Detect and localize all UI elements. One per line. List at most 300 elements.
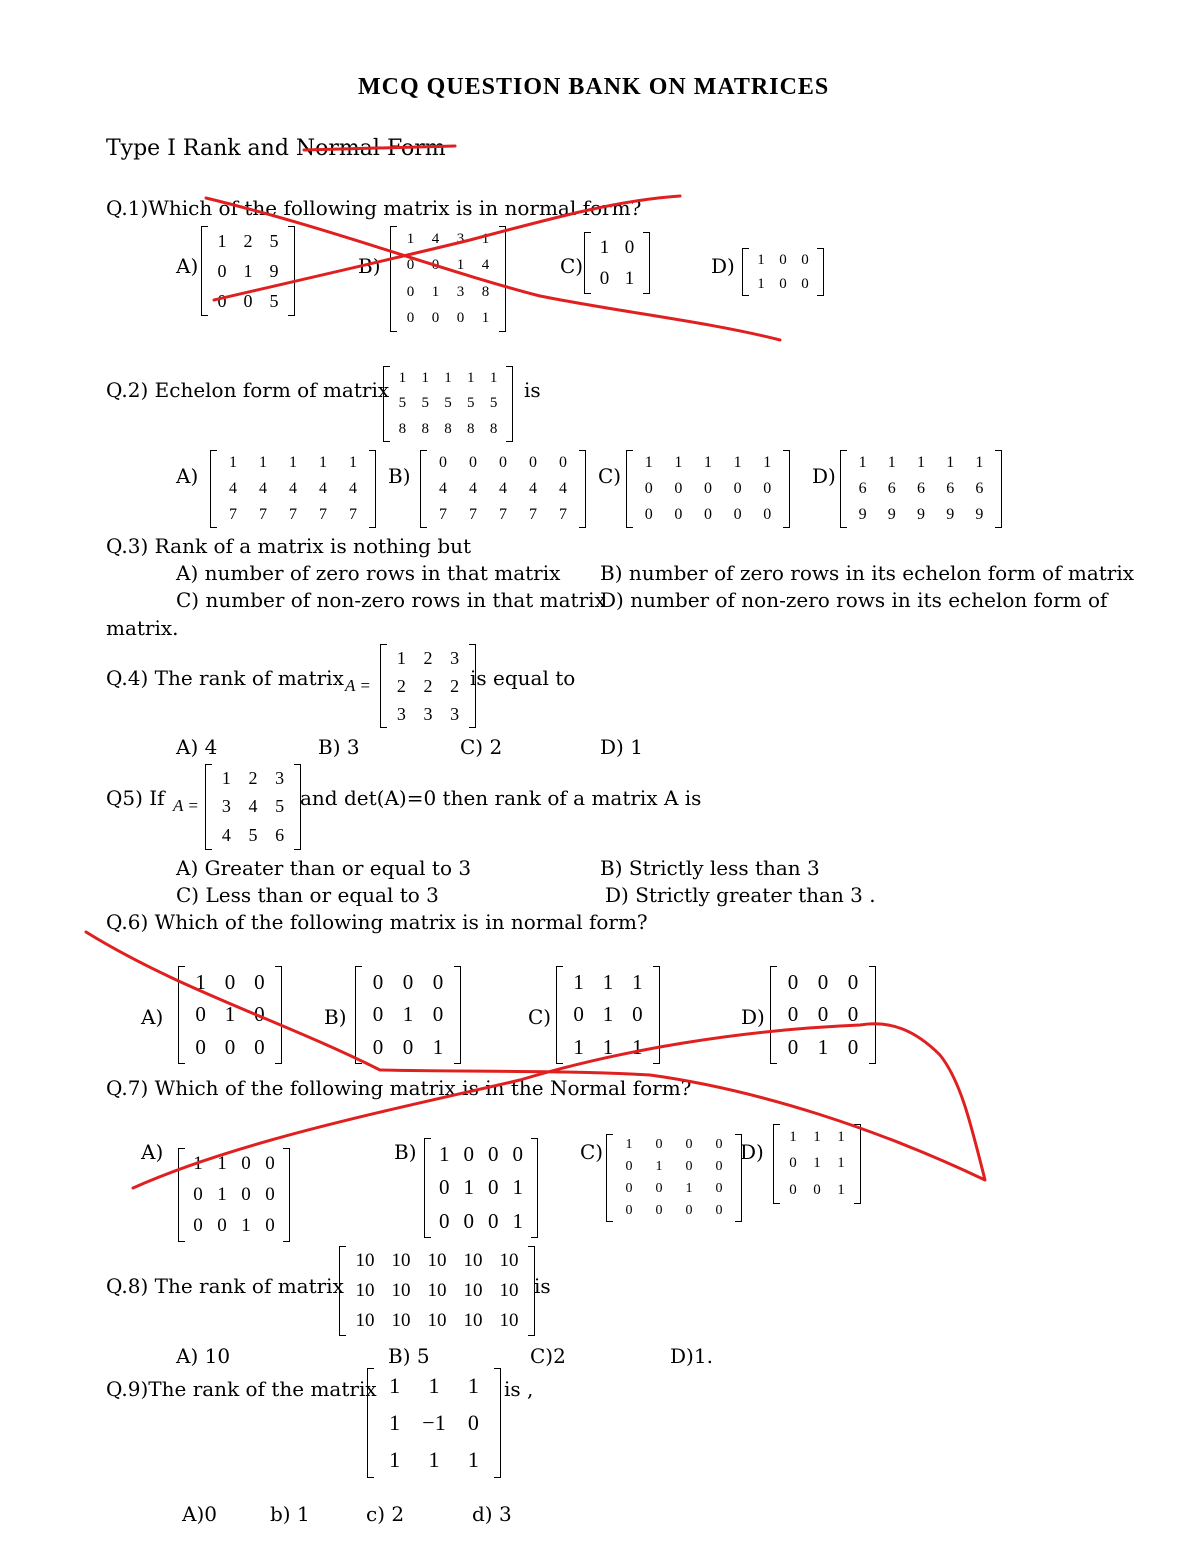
matrix-cell: 3: [396, 703, 406, 724]
matrix-cell: 1: [259, 454, 267, 471]
q4-post: is equal to: [470, 666, 576, 690]
matrix-cell: 1: [602, 1035, 614, 1060]
matrix-cell: 0: [241, 1183, 251, 1205]
q4-option-d: D) 1: [600, 735, 643, 759]
q1-option-d-matrix: [742, 248, 824, 296]
matrix-cell: 10: [499, 1310, 519, 1331]
matrix-cell: 4: [559, 480, 567, 497]
matrix-cell: 1: [224, 1002, 236, 1027]
matrix-cell: 1: [389, 1409, 401, 1435]
matrix-cell: 0: [715, 1159, 723, 1174]
matrix-cell: 0: [439, 1175, 450, 1200]
matrix-cell: 0: [402, 969, 414, 994]
q8-option-c: C)2: [530, 1344, 566, 1368]
matrix-cell: 1: [217, 230, 227, 251]
matrix-cell: 0: [372, 969, 384, 994]
matrix-cell: 5: [269, 290, 279, 311]
q3-option-a: A) number of zero rows in that matrix: [176, 561, 561, 585]
matrix-cell: 1: [463, 1175, 474, 1200]
matrix-cell: 0: [625, 1159, 633, 1174]
q7-option-c-matrix: [606, 1134, 742, 1222]
matrix-cell: 4: [529, 480, 537, 497]
matrix-cell: 1: [837, 1182, 845, 1199]
q3-option-b: B) number of zero rows in its echelon form of matrix: [600, 561, 1135, 585]
matrix-cell: 0: [439, 1208, 450, 1233]
q2-is: is: [524, 378, 541, 402]
matrix-cell: 1: [389, 1373, 401, 1399]
matrix-cell: 1: [243, 260, 253, 281]
matrix-cell: 8: [398, 420, 407, 437]
matrix-cell: 7: [259, 506, 267, 523]
matrix-cell: 0: [406, 310, 415, 327]
q9-text: Q.9)The rank of the matrix: [106, 1377, 377, 1401]
q2-option-a-matrix: [210, 450, 376, 528]
matrix-cell: 0: [217, 1215, 227, 1237]
matrix-cell: 1: [467, 370, 475, 387]
matrix-cell: 10: [499, 1280, 519, 1301]
matrix-cell: 3: [450, 647, 460, 668]
matrix-cell: 1: [431, 283, 440, 300]
matrix-cell: 5: [269, 230, 279, 251]
matrix-cell: 10: [391, 1310, 411, 1331]
matrix-cell: 0: [372, 1035, 384, 1060]
matrix-cell: 0: [789, 1182, 797, 1199]
matrix-cell: 1: [573, 1035, 584, 1060]
q6-option-b-matrix: [355, 966, 461, 1064]
matrix-cell: 0: [488, 1142, 499, 1167]
matrix-cell: 1: [229, 454, 237, 471]
matrix-cell: 0: [431, 257, 440, 274]
matrix-cell: 0: [559, 454, 567, 471]
matrix-cell: 10: [355, 1280, 375, 1301]
matrix-cell: 0: [265, 1152, 275, 1174]
matrix-cell: 1: [632, 969, 643, 994]
matrix-cell: 0: [655, 1181, 663, 1196]
q7-option-d-label: D): [740, 1140, 764, 1164]
q9-option-d: d) 3: [472, 1502, 512, 1526]
matrix-cell: 0: [715, 1203, 723, 1218]
matrix-cell: 0: [817, 969, 829, 994]
matrix-cell: 10: [463, 1310, 483, 1331]
matrix-cell: 0: [195, 1035, 206, 1060]
q6-option-d-label: D): [741, 1005, 765, 1029]
matrix-cell: 0: [599, 267, 610, 289]
q6-option-c-label: C): [528, 1005, 552, 1029]
matrix-cell: 0: [217, 260, 227, 281]
matrix-cell: 0: [801, 275, 809, 292]
q9-post: is ,: [504, 1377, 534, 1401]
matrix-cell: 1: [349, 454, 357, 471]
matrix-cell: 0: [847, 969, 859, 994]
matrix-cell: 8: [489, 420, 498, 437]
matrix-cell: 6: [975, 480, 984, 497]
matrix-cell: 9: [916, 506, 925, 523]
q4-lhs: A =: [345, 676, 371, 695]
matrix-cell: 1: [757, 275, 765, 292]
q6-option-c-matrix: [556, 966, 660, 1064]
matrix-cell: 0: [463, 1142, 474, 1167]
matrix-cell: 8: [481, 283, 490, 300]
matrix-cell: 1: [444, 370, 452, 387]
matrix-cell: 1: [428, 1373, 440, 1399]
matrix-cell: 4: [221, 825, 231, 846]
q4-option-c: C) 2: [460, 735, 503, 759]
matrix-cell: 1: [467, 1373, 479, 1399]
matrix-cell: 3: [423, 703, 433, 724]
matrix-cell: 3: [456, 230, 465, 247]
matrix-cell: 9: [887, 506, 896, 523]
q8-option-a: A) 10: [176, 1344, 231, 1368]
matrix-cell: 8: [467, 420, 475, 437]
matrix-cell: 3: [221, 796, 231, 817]
page-title: MCQ QUESTION BANK ON MATRICES: [358, 74, 830, 100]
matrix-cell: 0: [193, 1183, 203, 1205]
matrix-cell: 2: [423, 675, 433, 696]
matrix-cell: 6: [858, 480, 867, 497]
matrix-cell: 0: [779, 251, 787, 268]
matrix-cell: 1: [217, 1183, 227, 1205]
matrix-cell: 1: [599, 236, 610, 258]
q1-option-a-matrix: [201, 226, 295, 316]
matrix-cell: 1: [632, 1035, 643, 1060]
q9-option-a: A)0: [182, 1502, 217, 1526]
matrix-cell: 0: [763, 480, 772, 497]
matrix-cell: 1: [624, 267, 635, 289]
matrix-cell: 1: [602, 969, 614, 994]
q2-option-d-label: D): [812, 464, 836, 488]
matrix-cell: 0: [254, 1035, 265, 1060]
matrix-cell: 2: [450, 675, 460, 696]
matrix-cell: 7: [529, 506, 537, 523]
q4-matrix: [380, 644, 476, 728]
matrix-cell: 1: [763, 454, 772, 471]
matrix-cell: 1: [241, 1215, 251, 1237]
matrix-cell: 0: [632, 1002, 643, 1027]
matrix-cell: 3: [450, 703, 460, 724]
matrix-cell: 0: [624, 236, 635, 258]
q8-post: is: [534, 1274, 551, 1298]
matrix-cell: 10: [499, 1250, 519, 1271]
matrix-cell: 0: [674, 480, 683, 497]
matrix-cell: 7: [469, 506, 477, 523]
q1-text: Q.1)Which of the following matrix is in normal form?: [106, 196, 642, 220]
matrix-cell: 7: [499, 506, 507, 523]
matrix-cell: 2: [248, 767, 258, 788]
matrix-cell: 4: [289, 480, 297, 497]
q9-matrix: [367, 1368, 501, 1478]
matrix-cell: 1: [489, 370, 498, 387]
matrix-cell: 1: [916, 454, 925, 471]
matrix-cell: 1: [481, 310, 490, 327]
q5-option-b: B) Strictly less than 3: [600, 856, 820, 880]
matrix-cell: 4: [499, 480, 507, 497]
q5-option-d: D) Strictly greater than 3 .: [605, 883, 876, 907]
q6-text: Q.6) Which of the following matrix is in normal form?: [106, 910, 648, 934]
matrix-cell: 7: [229, 506, 237, 523]
q2-option-c-matrix: [626, 450, 790, 528]
matrix-cell: 4: [431, 230, 440, 247]
q7-option-b-matrix: [424, 1138, 538, 1238]
matrix-cell: 0: [265, 1183, 275, 1205]
matrix-cell: 2: [423, 647, 433, 668]
matrix-cell: 0: [703, 506, 712, 523]
q2-text: Q.2) Echelon form of matrix: [106, 378, 390, 402]
matrix-cell: 9: [946, 506, 955, 523]
matrix-cell: 0: [801, 251, 809, 268]
q3-option-c: C) number of non-zero rows in that matrix: [176, 588, 606, 612]
q4-option-a: A) 4: [176, 735, 218, 759]
matrix-cell: 0: [847, 1035, 859, 1060]
q7-option-d-matrix: [773, 1124, 861, 1204]
q1-option-c-label: C): [560, 254, 584, 278]
q6-option-b-label: B): [324, 1005, 347, 1029]
matrix-cell: 1: [389, 1446, 401, 1472]
matrix-cell: 2: [396, 675, 406, 696]
matrix-cell: 0: [499, 454, 507, 471]
matrix-cell: 1: [456, 257, 465, 274]
matrix-cell: 1: [398, 370, 407, 387]
matrix-cell: 3: [275, 767, 285, 788]
matrix-cell: 7: [559, 506, 567, 523]
matrix-cell: 0: [685, 1203, 693, 1218]
matrix-cell: 0: [224, 1035, 236, 1060]
matrix-cell: 1: [733, 454, 742, 471]
matrix-cell: 1: [813, 1128, 821, 1145]
q8-option-d: D)1.: [670, 1344, 713, 1368]
matrix-cell: 0: [685, 1137, 693, 1152]
q1-option-b-matrix: [390, 226, 506, 332]
matrix-cell: 0: [779, 275, 787, 292]
matrix-cell: 5: [421, 395, 429, 412]
matrix-cell: 1: [573, 969, 584, 994]
matrix-cell: 3: [456, 283, 465, 300]
matrix-cell: 0: [625, 1181, 633, 1196]
matrix-cell: 1: [789, 1128, 797, 1145]
matrix-cell: 0: [817, 1002, 829, 1027]
q4-option-b: B) 3: [318, 735, 360, 759]
matrix-cell: 0: [715, 1137, 723, 1152]
matrix-cell: 1: [193, 1152, 203, 1174]
matrix-cell: 1: [439, 1142, 450, 1167]
matrix-cell: 0: [254, 1002, 265, 1027]
matrix-cell: 5: [489, 395, 498, 412]
matrix-cell: 0: [625, 1203, 633, 1218]
matrix-cell: 1: [685, 1181, 693, 1196]
matrix-cell: 8: [421, 420, 429, 437]
matrix-cell: 1: [625, 1137, 633, 1152]
q5-post: and det(A)=0 then rank of a matrix A is: [300, 786, 702, 810]
matrix-cell: 0: [674, 506, 683, 523]
matrix-cell: 0: [715, 1181, 723, 1196]
matrix-cell: 1: [757, 251, 765, 268]
matrix-cell: 0: [787, 1035, 799, 1060]
matrix-cell: 0: [763, 506, 772, 523]
matrix-cell: 9: [975, 506, 984, 523]
matrix-cell: 5: [444, 395, 452, 412]
matrix-cell: 4: [319, 480, 327, 497]
q3-option-d: D) number of non-zero rows in its echelon form of: [600, 588, 1108, 612]
matrix-cell: 10: [463, 1280, 483, 1301]
matrix-cell: 7: [439, 506, 447, 523]
matrix-cell: 0: [644, 480, 653, 497]
q7-option-a-label: A): [141, 1140, 164, 1164]
matrix-cell: 6: [275, 825, 285, 846]
q5-text: Q5) If: [106, 786, 165, 810]
matrix-cell: 1: [512, 1175, 523, 1200]
matrix-cell: 1: [406, 230, 415, 247]
q5-matrix: [205, 764, 301, 850]
matrix-cell: 0: [847, 1002, 859, 1027]
matrix-cell: 1: [813, 1155, 821, 1172]
matrix-cell: 0: [789, 1155, 797, 1172]
matrix-cell: 0: [787, 969, 799, 994]
section-heading: Type I Rank and Normal Form: [106, 136, 446, 161]
matrix-cell: 1: [221, 767, 231, 788]
matrix-cell: 1: [467, 1446, 479, 1472]
q2-matrix: [383, 366, 513, 442]
matrix-cell: −1: [422, 1409, 446, 1435]
matrix-cell: 1: [644, 454, 653, 471]
matrix-cell: 0: [432, 1002, 444, 1027]
matrix-cell: 0: [193, 1215, 203, 1237]
q2-option-c-label: C): [598, 464, 622, 488]
q5-option-c: C) Less than or equal to 3: [176, 883, 439, 907]
matrix-cell: 10: [391, 1280, 411, 1301]
q1-option-c-matrix: [584, 232, 650, 294]
matrix-cell: 0: [431, 310, 440, 327]
matrix-cell: 0: [406, 257, 415, 274]
matrix-cell: 5: [275, 796, 285, 817]
q7-option-b-label: B): [394, 1140, 417, 1164]
q6-option-d-matrix: [770, 966, 876, 1064]
matrix-cell: 0: [733, 506, 742, 523]
matrix-cell: 2: [243, 230, 253, 251]
q7-option-a-matrix: [178, 1148, 290, 1242]
matrix-cell: 5: [398, 395, 407, 412]
q5-option-a: A) Greater than or equal to 3: [176, 856, 472, 880]
matrix-cell: 1: [396, 647, 406, 668]
q3-text: Q.3) Rank of a matrix is nothing but: [106, 534, 472, 558]
matrix-cell: 1: [887, 454, 896, 471]
matrix-cell: 0: [406, 283, 415, 300]
matrix-cell: 10: [355, 1250, 375, 1271]
matrix-cell: 4: [469, 480, 477, 497]
matrix-cell: 7: [349, 506, 357, 523]
matrix-cell: 1: [421, 370, 429, 387]
matrix-cell: 0: [655, 1137, 663, 1152]
q6-option-a-matrix: [178, 966, 282, 1064]
matrix-cell: 1: [217, 1152, 227, 1174]
matrix-cell: 6: [887, 480, 896, 497]
matrix-cell: 10: [355, 1310, 375, 1331]
matrix-cell: 10: [427, 1250, 447, 1271]
matrix-cell: 0: [241, 1152, 251, 1174]
matrix-cell: 4: [229, 480, 237, 497]
matrix-cell: 1: [975, 454, 984, 471]
matrix-cell: 0: [529, 454, 537, 471]
matrix-cell: 1: [289, 454, 297, 471]
matrix-cell: 0: [787, 1002, 799, 1027]
matrix-cell: 1: [817, 1035, 829, 1060]
matrix-cell: 4: [439, 480, 447, 497]
matrix-cell: 0: [467, 1409, 479, 1435]
matrix-cell: 1: [655, 1159, 663, 1174]
q2-option-b-matrix: [420, 450, 586, 528]
matrix-cell: 0: [402, 1035, 414, 1060]
matrix-cell: 1: [946, 454, 955, 471]
matrix-cell: 0: [512, 1142, 523, 1167]
matrix-cell: 5: [248, 825, 258, 846]
matrix-cell: 1: [837, 1155, 845, 1172]
matrix-cell: 0: [217, 290, 227, 311]
matrix-cell: 10: [391, 1250, 411, 1271]
q9-option-c: c) 2: [366, 1502, 405, 1526]
q2-option-d-matrix: [840, 450, 1002, 528]
matrix-cell: 0: [254, 969, 265, 994]
q1-option-b-label: B): [358, 254, 381, 278]
matrix-cell: 8: [444, 420, 452, 437]
matrix-cell: 10: [427, 1310, 447, 1331]
matrix-cell: 0: [463, 1208, 474, 1233]
matrix-cell: 1: [319, 454, 327, 471]
q9-option-b: b) 1: [270, 1502, 310, 1526]
matrix-cell: 7: [319, 506, 327, 523]
matrix-cell: 0: [488, 1175, 499, 1200]
matrix-cell: 0: [469, 454, 477, 471]
matrix-cell: 0: [733, 480, 742, 497]
q6-option-a-label: A): [141, 1005, 164, 1029]
q1-option-d-label: D): [711, 254, 735, 278]
matrix-cell: 0: [265, 1215, 275, 1237]
matrix-cell: 7: [289, 506, 297, 523]
q7-text: Q.7) Which of the following matrix is in the Normal form?: [106, 1076, 692, 1100]
q7-option-c-label: C): [580, 1140, 604, 1164]
matrix-cell: 10: [427, 1280, 447, 1301]
matrix-cell: 1: [674, 454, 683, 471]
matrix-cell: 1: [481, 230, 490, 247]
matrix-cell: 1: [428, 1446, 440, 1472]
matrix-cell: 6: [946, 480, 955, 497]
matrix-cell: 1: [858, 454, 867, 471]
matrix-cell: 6: [916, 480, 925, 497]
q5-lhs: A =: [173, 796, 199, 815]
matrix-cell: 1: [512, 1208, 523, 1233]
q8-text: Q.8) The rank of matrix: [106, 1274, 344, 1298]
matrix-cell: 0: [456, 310, 465, 327]
matrix-cell: 0: [195, 1002, 206, 1027]
matrix-cell: 10: [463, 1250, 483, 1271]
matrix-cell: 0: [573, 1002, 584, 1027]
matrix-cell: 1: [195, 969, 206, 994]
q1-option-a-label: A): [176, 254, 199, 278]
matrix-cell: 1: [402, 1002, 414, 1027]
matrix-cell: 0: [655, 1203, 663, 1218]
matrix-cell: 4: [349, 480, 357, 497]
matrix-cell: 0: [685, 1159, 693, 1174]
q2-option-b-label: B): [388, 464, 411, 488]
matrix-cell: 4: [481, 257, 490, 274]
matrix-cell: 4: [259, 480, 267, 497]
q3-option-d-continued: matrix.: [106, 616, 179, 640]
q2-option-a-label: A): [176, 464, 199, 488]
matrix-cell: 0: [439, 454, 447, 471]
q8-option-b: B) 5: [388, 1344, 430, 1368]
matrix-cell: 0: [243, 290, 253, 311]
matrix-cell: 0: [813, 1182, 821, 1199]
matrix-cell: 4: [248, 796, 258, 817]
matrix-cell: 1: [602, 1002, 614, 1027]
q4-text: Q.4) The rank of matrix: [106, 666, 344, 690]
